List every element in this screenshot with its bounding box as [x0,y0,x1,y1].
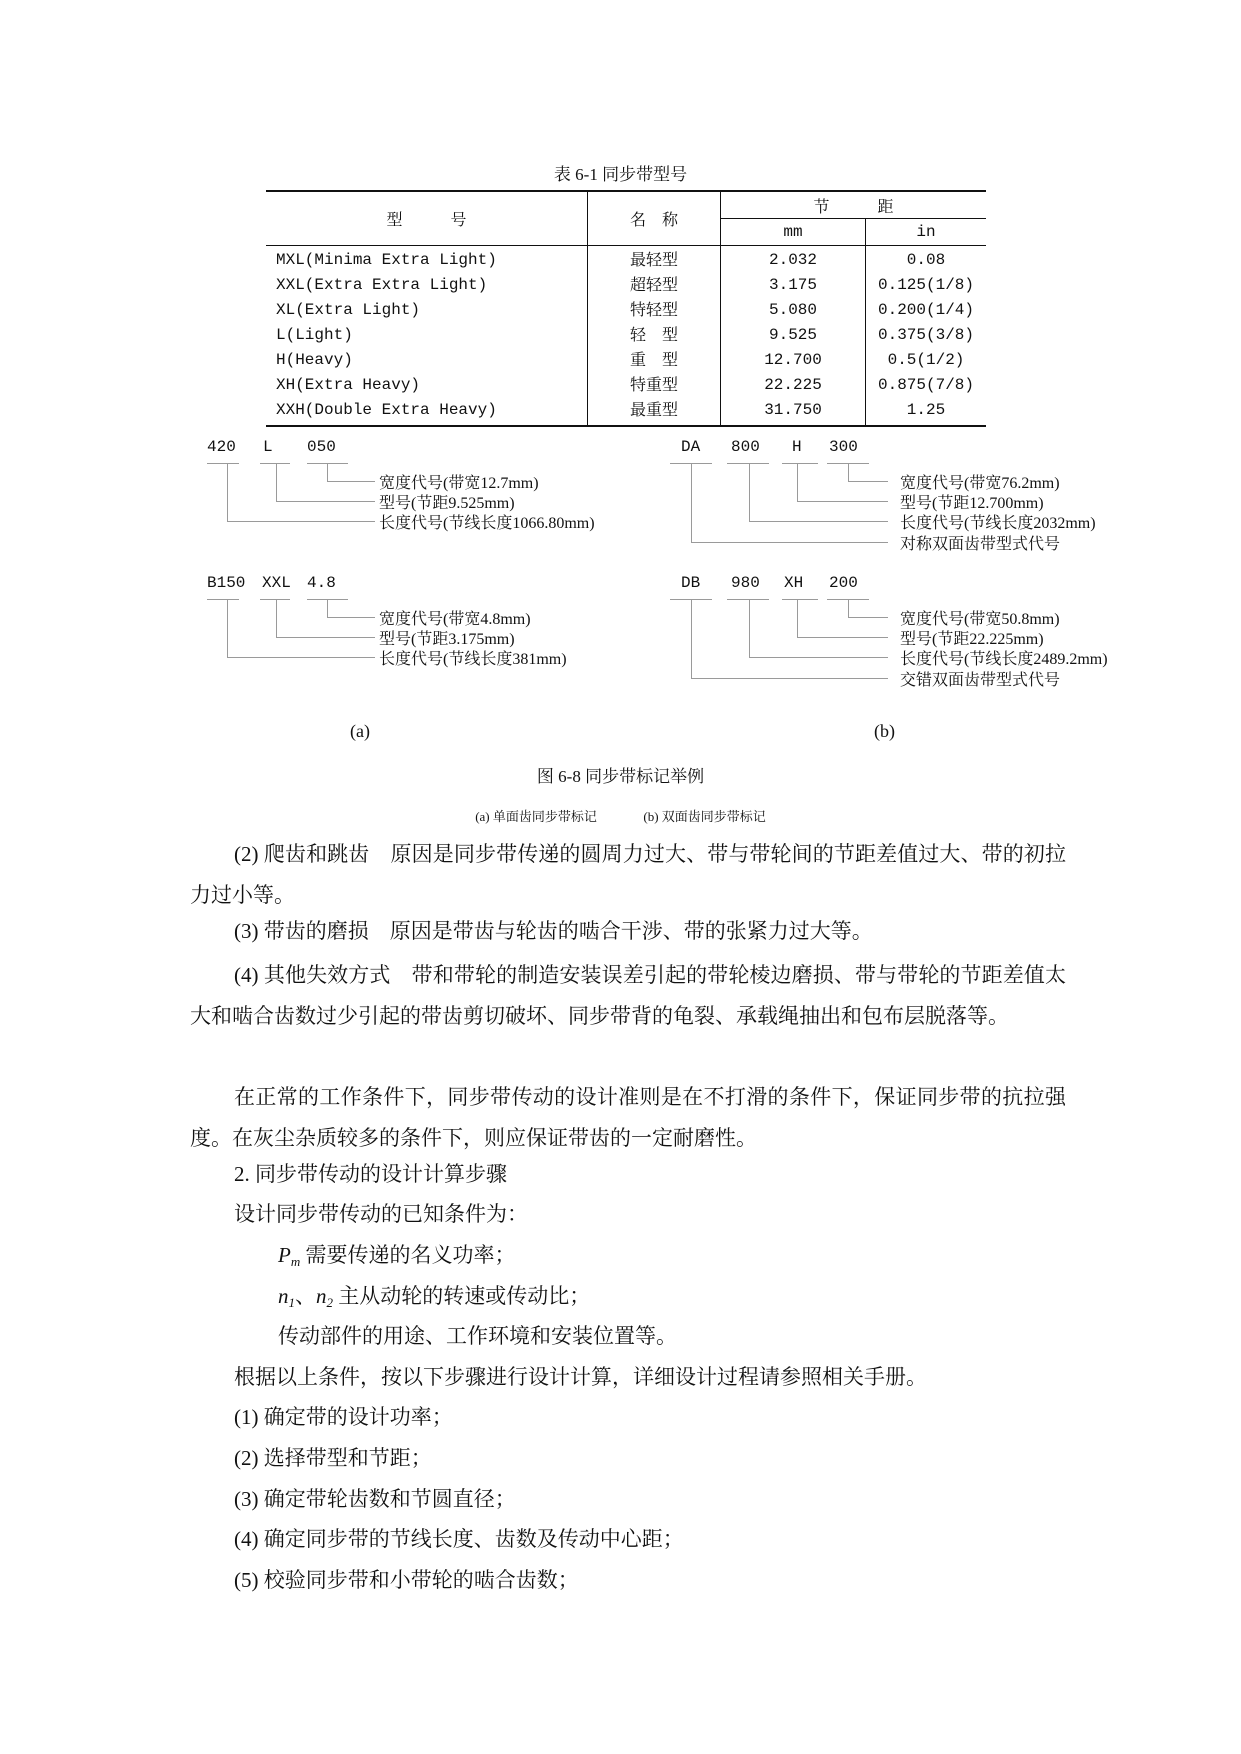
leader-line [749,599,750,657]
table-row [266,298,986,323]
symbol-p-sub: m [290,1254,301,1269]
leader-line [797,463,798,501]
condition-speed [278,1280,590,1311]
cell-in: 0.125(1/8) [866,273,987,298]
figure-subcaption [0,806,1241,825]
subcaption-a: (a) 单面齿同步带标记 [475,809,597,824]
leader-line [276,501,375,502]
paragraph-other-failures: (4) 其他失效方式 带和带轮的制造安装误差引起的带轮棱边磨损、带与带轮的节距差值太大和啮合齿数过少引起的带齿剪切破坏、同步带背的龟裂、承载绳抽出和包布层脱落等。 [190,963,1066,1028]
cell-name: 特轻型 [588,298,721,323]
step-item: (3) 确定带轮齿数和节圆直径； [234,1487,516,1511]
cell-in: 1.25 [866,398,987,426]
cell-mm: 31.750 [721,398,866,426]
step-item: (4) 确定同步带的节线长度、齿数及传动中心距； [234,1527,684,1551]
paragraph-design-criteria: 在正常的工作条件下，同步带传动的设计准则是在不打滑的条件下，保证同步带的抗拉强度。在灰尘杂质较多的条件下，则应保证带齿的一定耐磨性。 [190,1085,1066,1150]
label-width: 宽度代号(带宽76.2mm) [900,475,1060,492]
subfigure-label-a: (a) [350,721,370,741]
cell-mm: 9.525 [721,323,866,348]
label-type: 型号(节距9.525mm) [379,495,515,512]
leader-line [691,542,888,543]
leader-line [848,599,849,617]
code-width: 4.8 [307,574,336,592]
table-title: 表 6-1 同步带型号 [553,165,688,184]
header-model: 型 号 [266,191,588,246]
code-type: H [792,438,802,456]
condition-speed-text: 主从动轮的转速或传动比； [333,1284,591,1308]
cell-in: 0.5(1/2) [866,348,987,373]
underline [260,463,290,464]
cell-mm: 22.225 [721,373,866,398]
belt-types-table [266,190,986,427]
label-style: 交错双面齿带型式代号 [900,672,1061,689]
code-style: DB [681,574,701,592]
table-row [266,246,986,274]
leader-line [276,463,277,501]
leader-line [276,599,277,637]
label-length: 长度代号(节线长度1066.80mm) [379,515,595,532]
cell-in: 0.875(7/8) [866,373,987,398]
cell-model: XXL(Extra Extra Light) [276,276,488,294]
cell-mm: 5.080 [721,298,866,323]
code-type: XH [784,574,804,592]
cell-name: 最轻型 [588,246,721,274]
cell-name: 轻 型 [588,323,721,348]
cell-model: L(Light) [276,326,353,344]
code-type: L [263,438,273,456]
leader-line [797,599,798,637]
cell-in: 0.200(1/4) [866,298,987,323]
table-row [266,348,986,373]
table-row [266,323,986,348]
leader-line [227,463,228,521]
leader-line [848,463,849,481]
leader-line [691,463,692,542]
code-type: XXL [262,574,291,592]
code-style: DA [681,438,701,456]
cell-name: 特重型 [588,373,721,398]
leader-line [749,463,750,521]
cell-mm: 12.700 [721,348,866,373]
cell-name: 超轻型 [588,273,721,298]
leader-line [276,637,375,638]
leader-line [691,599,692,678]
header-name: 名 称 [588,191,721,246]
underline [782,463,818,464]
leader-line [691,678,888,679]
leader-line [749,657,888,658]
table-row [266,273,986,298]
cell-mm: 2.032 [721,246,866,274]
cell-model: MXL(Minima Extra Light) [276,251,497,269]
cell-model: XL(Extra Light) [276,301,421,319]
leader-line [227,599,228,657]
step-item: (1) 确定带的设计功率； [234,1405,453,1429]
cell-model: H(Heavy) [276,351,353,369]
label-width: 宽度代号(带宽4.8mm) [379,611,531,628]
label-type: 型号(节距12.700mm) [900,495,1044,512]
underline [782,599,818,600]
condition-power [278,1239,515,1270]
label-width: 宽度代号(带宽50.8mm) [900,611,1060,628]
code-width: 050 [307,438,336,456]
label-style: 对称双面齿带型式代号 [900,536,1061,553]
figure-caption: 图 6-8 同步带标记举例 [536,767,705,786]
cell-model: XH(Extra Heavy) [276,376,421,394]
cell-model: XXH(Double Extra Heavy) [266,398,588,426]
underline [727,599,769,600]
header-pitch: 节 距 [721,191,987,219]
step-item: (5) 校验同步带和小带轮的啮合齿数； [234,1568,579,1592]
label-type: 型号(节距3.175mm) [379,631,515,648]
header-mm: mm [721,219,866,246]
code-length: 800 [731,438,760,456]
leader-line [227,521,375,522]
leader-line [797,637,888,638]
leader-line [227,657,375,658]
table-row [266,373,986,398]
label-length: 长度代号(节线长度2489.2mm) [900,651,1108,668]
leader-line [848,481,888,482]
leader-line [749,521,888,522]
cell-mm: 3.175 [721,273,866,298]
known-conditions: 设计同步带传动的已知条件为： [234,1202,528,1226]
steps-intro: 根据以上条件，按以下步骤进行设计计算，详细设计过程请参照相关手册。 [234,1365,927,1389]
subfigure-label-b: (b) [874,721,895,741]
cell-name: 最重型 [588,398,721,426]
leader-line [327,481,375,482]
label-type: 型号(节距22.225mm) [900,631,1044,648]
section-heading: 2. 同步带传动的设计计算步骤 [234,1162,507,1186]
cell-in: 0.375(3/8) [866,323,987,348]
label-length: 长度代号(节线长度381mm) [379,651,567,668]
code-width: 200 [829,574,858,592]
condition-usage: 传动部件的用途、工作环境和安装位置等。 [278,1324,677,1348]
leader-line [797,501,888,502]
code-width: 300 [829,438,858,456]
symbol-n1: n [278,1284,289,1308]
underline [260,599,290,600]
underline [207,599,239,600]
leader-line [327,463,328,481]
condition-power-text: 需要传递的名义功率； [300,1243,516,1267]
underline [727,463,769,464]
symbol-n2-sub: 2 [326,1295,333,1310]
underline [207,463,239,464]
leader-line [848,617,888,618]
cell-name: 重 型 [588,348,721,373]
step-item: (2) 选择带型和节距； [234,1446,432,1470]
paragraph-tooth-wear: (3) 带齿的磨损 原因是带齿与轮齿的啮合干涉、带的张紧力过大等。 [234,919,873,943]
leader-line [327,617,375,618]
subcaption-b: (b) 双面齿同步带标记 [643,809,766,824]
header-in: in [866,219,987,246]
code-length: 980 [731,574,760,592]
label-length: 长度代号(节线长度2032mm) [900,515,1096,532]
symbol-p: P [278,1243,291,1267]
separator: 、 [295,1284,316,1308]
paragraph-climbing-teeth: (2) 爬齿和跳齿 原因是同步带传递的圆周力过大、带与带轮间的节距差值过大、带的初拉力过小等。 [190,842,1066,907]
label-width: 宽度代号(带宽12.7mm) [379,475,539,492]
symbol-n2: n [316,1284,327,1308]
leader-line [327,599,328,617]
cell-in: 0.08 [866,246,987,274]
code-length: B150 [207,574,246,592]
symbol-n1-sub: 1 [288,1295,295,1310]
code-length: 420 [207,438,236,456]
table-row [266,398,986,426]
